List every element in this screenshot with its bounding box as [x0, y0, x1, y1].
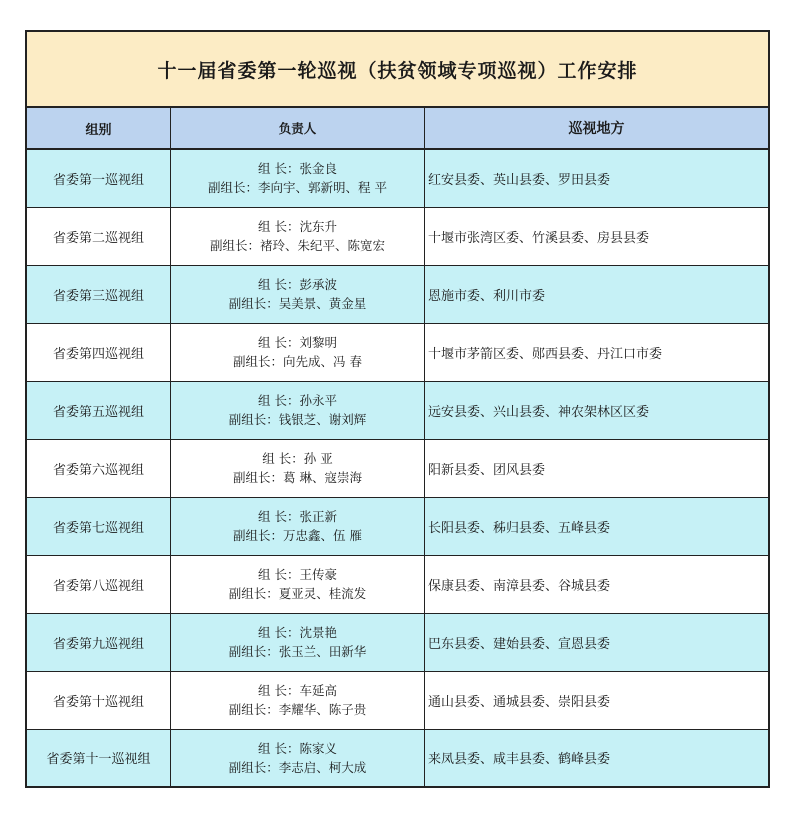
deputy-line: 副组长：张玉兰、田新华 — [228, 644, 367, 659]
group-cell: 省委第二巡视组 — [27, 207, 171, 265]
group-cell: 省委第十一巡视组 — [27, 729, 171, 786]
table-row — [27, 265, 768, 323]
deputy-line: 副组长：向先成、冯 春 — [233, 354, 362, 369]
group-cell: 省委第四巡视组 — [27, 323, 171, 381]
table-row — [27, 439, 768, 497]
leader-cell — [171, 439, 425, 497]
leader-cell — [171, 323, 425, 381]
group-cell: 省委第十巡视组 — [27, 671, 171, 729]
leader-line: 组 长：陈家义 — [258, 740, 337, 756]
leader-cell — [171, 555, 425, 613]
place-cell: 十堰市张湾区委、竹溪县委、房县县委 — [425, 207, 769, 265]
leader-line: 组 长：孙 亚 — [262, 451, 333, 466]
place-cell: 通山县委、通城县委、崇阳县委 — [425, 671, 769, 729]
place-cell: 来凤县委、咸丰县委、鹤峰县委 — [428, 752, 611, 768]
leader-cell — [171, 149, 425, 207]
leader-cell — [171, 207, 425, 265]
leader-line: 组 长：刘黎明 — [258, 335, 337, 350]
table-row — [27, 323, 768, 381]
deputy-line: 副组长：万忠鑫、伍 雁 — [233, 528, 362, 543]
group-cell: 省委第七巡视组 — [27, 497, 171, 555]
leader-line: 组 长：张金良 — [258, 161, 337, 177]
leader-cell — [171, 613, 425, 671]
deputy-line: 副组长：李志启、柯大成 — [228, 759, 367, 775]
place-cell: 红安县委、英山县委、罗田县委 — [425, 149, 769, 207]
leader-cell — [171, 729, 425, 786]
table-title: 十一届省委第一轮巡视（扶贫领域专项巡视）工作安排 — [27, 32, 768, 108]
deputy-line: 副组长：褚玲、朱纪平、陈宽宏 — [209, 238, 385, 253]
group-cell: 省委第九巡视组 — [27, 613, 171, 671]
group-cell: 省委第一巡视组 — [27, 149, 171, 207]
place-cell: 恩施市委、利川市委 — [425, 265, 769, 323]
group-cell: 省委第八巡视组 — [27, 555, 171, 613]
deputy-line: 副组长：夏亚灵、桂流发 — [228, 586, 367, 601]
table-row — [27, 555, 768, 613]
table-row — [27, 381, 768, 439]
deputy-line: 副组长：钱银芝、谢刘辉 — [228, 412, 367, 427]
schedule-table — [27, 108, 768, 786]
leader-line: 组 长：彭承波 — [258, 277, 337, 292]
table-row — [27, 613, 768, 671]
leader-line: 组 长：王传豪 — [258, 567, 337, 582]
leader-line: 组 长：孙永平 — [258, 393, 337, 408]
table-row — [27, 729, 768, 786]
header-place: 巡视地方 — [425, 108, 769, 149]
table-row — [27, 207, 768, 265]
leader-line: 组 长：车延高 — [258, 683, 337, 698]
header-group: 组别 — [27, 108, 171, 149]
leader-line: 组 长：沈东升 — [258, 219, 337, 234]
group-cell: 省委第五巡视组 — [27, 381, 171, 439]
group-cell: 省委第三巡视组 — [27, 265, 171, 323]
leader-line: 组 长：张正新 — [258, 509, 337, 524]
header-row — [27, 108, 768, 149]
deputy-line: 副组长：李耀华、陈子贵 — [228, 702, 367, 717]
deputy-line: 副组长：葛 琳、寇崇海 — [233, 470, 362, 485]
place-cell: 保康县委、南漳县委、谷城县委 — [425, 555, 769, 613]
deputy-line: 副组长：吴美景、黄金星 — [228, 296, 367, 311]
deputy-line: 副组长：李向宇、郭新明、程 平 — [208, 180, 387, 196]
place-cell: 远安县委、兴山县委、神农架林区区委 — [425, 381, 769, 439]
table-row — [27, 497, 768, 555]
place-cell: 巴东县委、建始县委、宣恩县委 — [425, 613, 769, 671]
group-cell: 省委第六巡视组 — [27, 439, 171, 497]
place-cell: 十堰市茅箭区委、郧西县委、丹江口市委 — [425, 323, 769, 381]
header-leader: 负责人 — [171, 108, 425, 149]
place-cell: 长阳县委、秭归县委、五峰县委 — [425, 497, 769, 555]
leader-cell — [171, 671, 425, 729]
leader-line: 组 长：沈景艳 — [258, 625, 337, 640]
schedule-table-frame — [25, 30, 770, 788]
table-row — [27, 149, 768, 207]
place-cell: 阳新县委、团风县委 — [425, 439, 769, 497]
leader-cell — [171, 265, 425, 323]
table-row — [27, 671, 768, 729]
leader-cell — [171, 381, 425, 439]
leader-cell — [171, 497, 425, 555]
